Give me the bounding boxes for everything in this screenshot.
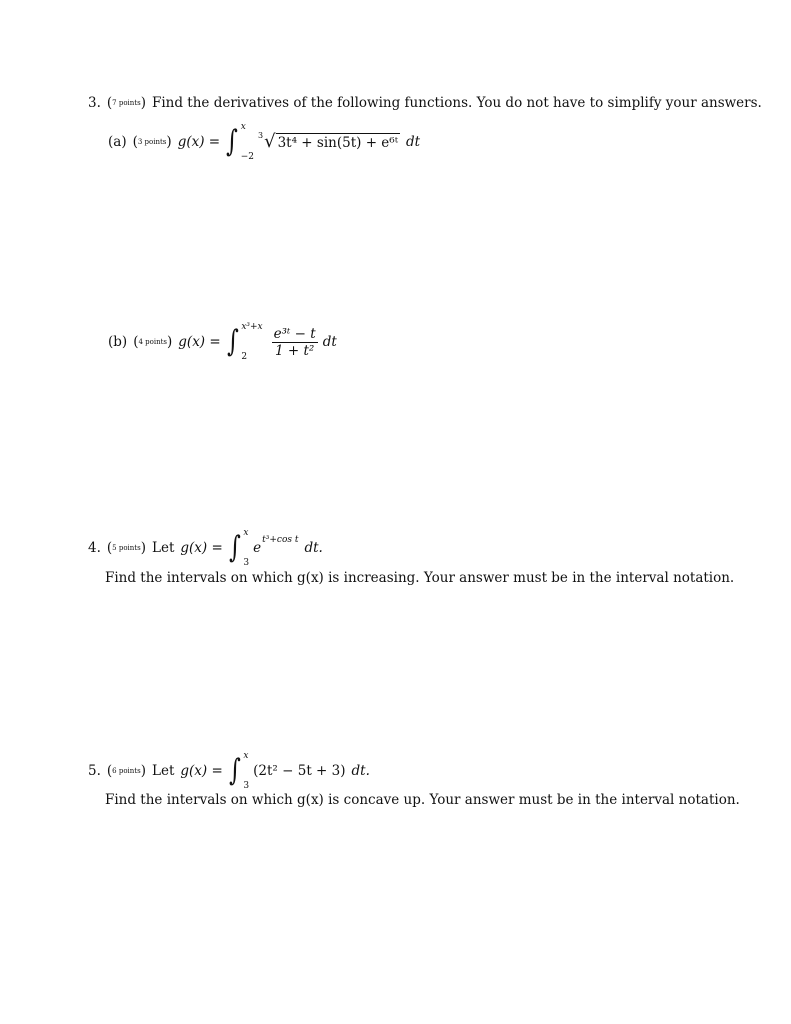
points-badge: 4 points: [138, 338, 167, 346]
integral-sign-icon: ∫: [228, 530, 241, 565]
cube-root: [258, 133, 400, 151]
part-label: (a): [108, 134, 127, 150]
lower-limit: 3: [243, 558, 250, 568]
points-badge: 3 points: [137, 138, 167, 146]
upper-limit: x: [243, 751, 249, 761]
problem-3b: (b) ( 4 points ) g(x) = ∫ x³+x 2 $\frac{\text{e³ᵗ − t}}{\text{1 + t²}}$ dt: [108, 322, 337, 362]
root-index: 3: [258, 131, 264, 140]
numerator: e³ᵗ − t: [273, 325, 316, 342]
problem-number: 4.: [88, 540, 101, 556]
problem-4-header: 4. ( 5 points ) Let g(x) = ∫ x 3 e t³+cos t dt.: [88, 528, 323, 568]
problem-4-instructions: Find the intervals on which g(x) is increasing. Your answer must be in the interval notation.: [105, 570, 735, 586]
integrand: 3t⁴ + sin(5t) + e⁶ᵗ: [277, 135, 399, 151]
integral-sign-icon: ∫: [226, 124, 238, 159]
differential: dt: [322, 334, 337, 350]
lower-limit: 2: [241, 352, 248, 362]
differential: dt: [406, 134, 421, 150]
problem-3a: (a) ( 3 points ) g(x) = ∫ x −2 3 √ 3t⁴ + sin(5t) + e⁶ᵗ dt: [108, 122, 421, 162]
integrand-exponent: t³+cos t: [262, 534, 299, 545]
function-lhs: g(x) =: [178, 334, 221, 350]
upper-limit: x³+x: [241, 322, 263, 332]
integrand: (2t² − 5t + 3): [253, 763, 346, 779]
radical-icon: √: [264, 131, 276, 152]
points-badge: 7 points: [112, 99, 141, 107]
problem-5-instructions: Find the intervals on which g(x) is concave up. Your answer must be in the interval notation.: [105, 792, 740, 808]
problem-5-header: 5. ( 6 points ) Let g(x) = ∫ x 3 (2t² − 5t + 3) dt.: [88, 751, 370, 791]
lead-word: Let: [151, 763, 175, 779]
lower-limit: 3: [243, 781, 250, 791]
part-label: (b): [108, 334, 128, 350]
function-lhs: g(x) =: [180, 540, 223, 556]
upper-limit: x: [240, 122, 246, 132]
points-badge: 5 points: [112, 544, 141, 552]
function-lhs: g(x) =: [180, 763, 223, 779]
differential: dt.: [351, 763, 370, 779]
integral-sign-icon: ∫: [226, 324, 239, 359]
points-badge: 6 points: [112, 767, 141, 775]
fraction: [272, 326, 318, 359]
integrand-base: e: [253, 540, 262, 556]
problem-number: 5.: [88, 763, 101, 779]
problem-instructions: Find the derivatives of the following functions. You do not have to simplify your answers.: [151, 95, 762, 111]
problem-number: 3.: [88, 95, 101, 111]
problem-3-header: 3. ( 7 points ) Find the derivatives of the following functions. You do not have to simplify your answers.: [88, 95, 762, 111]
differential: dt.: [304, 540, 323, 556]
function-lhs: g(x) =: [177, 134, 221, 150]
upper-limit: x: [243, 528, 249, 538]
denominator: 1 + t²: [275, 342, 315, 359]
lower-limit: −2: [240, 152, 255, 162]
integral-sign-icon: ∫: [228, 753, 241, 788]
lead-word: Let: [151, 540, 175, 556]
